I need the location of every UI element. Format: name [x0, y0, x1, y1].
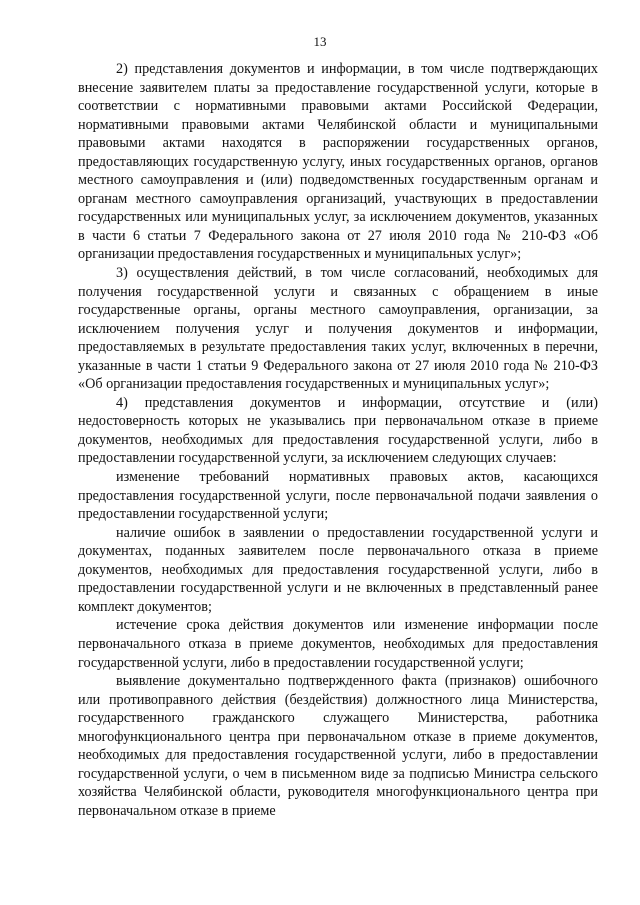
- exception-document-expiry: истечение срока действия документов или изменение информации после первоначального отказа в приеме документов, необходимых для предоставления государственной услуги, либо в предоставлении государственной услуги;: [78, 617, 598, 671]
- paragraph-item-3: 3) осуществления действий, в том числе согласований, необходимых для получения государственной услуги и связанных с обращением в иные государственные органы, органы местного самоуправления, организации, за исключением получения услуг и получения документов и информации, предоставляемых в результате предоставления таких услуг, включенных в перечни, указанные в части 1 статьи 9 Федерального закона от 27 июля 2010 года № 210-ФЗ «Об организации предоставления государственных и муниципальных услуг»;: [78, 265, 598, 393]
- paragraph-item-4: 4) представления документов и информации, отсутствие и (или) недостоверность которых не указывались при первоначальном отказе в приеме документов, необходимых для предоставления государственной услуги, либо в предоставлении государственной услуги, за исключением следующих случаев:: [78, 394, 598, 467]
- paragraph-item-2: 2) представления документов и информации, в том числе подтверждающих внесение заявителем платы за предоставление государственной услуги, которые в соответствии с нормативными правовыми актами Российской Федерации, нормативными правовыми актами Челябинской области и муниципальными правовыми актами находятся в распоряжении государственных органов, предоставляющих государственную услугу, иных государственных органов, органов местного самоуправления и (или) подведомственных государственным органам и органам местного самоуправления организаций, участвующих в предоставлении государственных или муниципальных услуг, за исключением документов, указанных в части 6 статьи 7 Федерального закона от 27 июля 2010 года № 210-ФЗ «Об организации предоставления государственных и муниципальных услуг»;: [78, 61, 598, 263]
- document-body: [78, 60, 598, 820]
- exception-erroneous-action: выявление документально подтвержденного факта (признаков) ошибочного или противоправного действия (бездействия) должностного лица Министерства, государственного гражданского служащего Министерства, работника многофункционального центра при первоначальном отказе в приеме документов, необходимых для предоставления государственной услуги, либо в предоставлении государственной услуги, о чем в письменном виде за подписью Министра сельского хозяйства Челябинской области, руководителя многофункционального центра при первоначальном отказе в приеме: [78, 673, 598, 819]
- exception-application-errors: наличие ошибок в заявлении о предоставлении государственной услуги и документах, поданных заявителем после первоначального отказа в приеме документов, необходимых для предоставления государственной услуги, либо в предоставлении государственной услуги и не включенных в представленный ранее комплект документов;: [78, 524, 598, 615]
- exception-requirements-change: изменение требований нормативных правовых актов, касающихся предоставления государственной услуги, после первоначальной подачи заявления о предоставлении государственной услуги;: [78, 469, 598, 523]
- page-number: 13: [313, 34, 327, 49]
